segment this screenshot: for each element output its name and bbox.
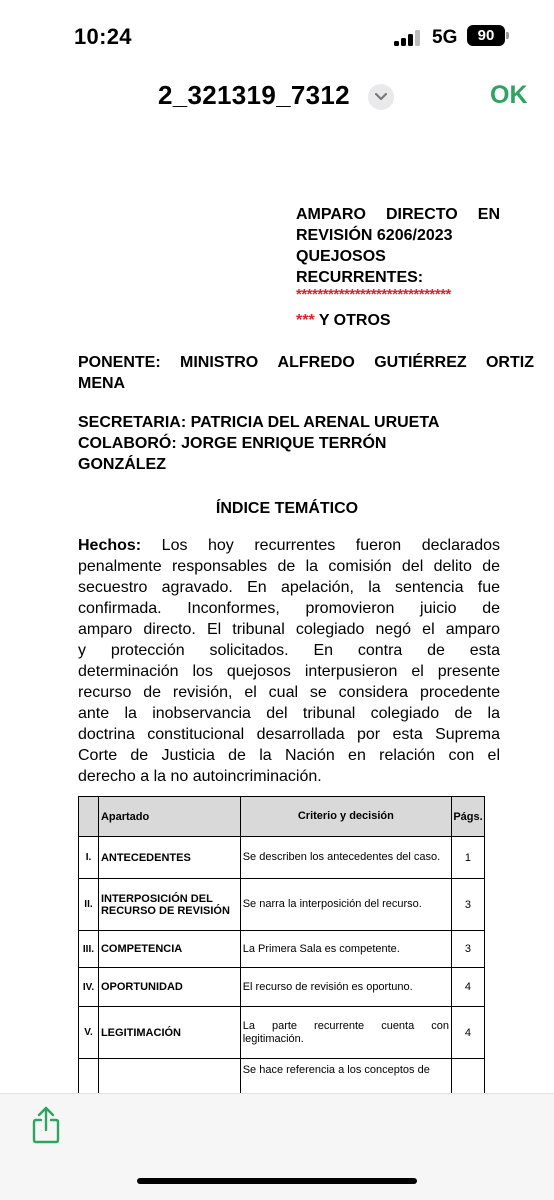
battery-tip <box>506 32 509 39</box>
case-number: REVISIÓN 6206/2023 <box>296 227 453 244</box>
table-row <box>79 931 485 968</box>
hechos-text: Corte de Justicia de la Nación en relación con el <box>78 747 500 764</box>
table-header-row <box>79 797 485 837</box>
hechos-paragraph <box>78 535 500 787</box>
table-row <box>79 837 485 879</box>
title-menu-button[interactable] <box>368 84 394 110</box>
row-apartado: ANTECEDENTES <box>98 837 240 879</box>
ponente-word: MENA <box>78 375 126 392</box>
hechos-text: doctrina constitucional desarrollada por esta Suprema <box>78 726 500 743</box>
secretaria-line: SECRETARIA: PATRICIA DEL ARENAL URUETA <box>78 414 440 431</box>
row-criterio: Se describen los antecedentes del caso. <box>240 837 451 879</box>
row-pags: 4 <box>451 968 484 1007</box>
row-number: I. <box>79 837 99 879</box>
row-number: III. <box>79 931 99 968</box>
row-pags: 4 <box>451 1007 484 1059</box>
row-apartado: OPORTUNIDAD <box>98 968 240 1007</box>
secretaria-block <box>78 412 534 475</box>
row-number: II. <box>79 879 99 931</box>
network-type: 5G <box>432 27 458 48</box>
quejosos-label: QUEJOSOS <box>296 248 386 265</box>
header-word: EN <box>477 206 500 223</box>
hechos-text: Los hoy recurrentes fueron declarados <box>141 537 500 554</box>
hechos-text: determinación los quejosos interpusieron el presente <box>78 663 500 680</box>
redacted-short: *** <box>296 312 315 329</box>
row-apartado: RECURSO DE REVISIÓN <box>100 904 230 917</box>
row-criterio: Se narra la interposición del recurso. <box>240 879 451 931</box>
hechos-text: confirmada. Inconformes, promovieron juicio de <box>78 600 500 617</box>
status-bar <box>0 0 554 70</box>
share-button[interactable] <box>30 1106 62 1144</box>
row-criterio: La Primera Sala es competente. <box>240 931 451 968</box>
ponente-word: MINISTRO <box>180 354 259 371</box>
row-number: V. <box>79 1007 99 1059</box>
colaboro-line: COLABORÓ: JORGE ENRIQUE TERRÓN <box>78 435 387 452</box>
ponente-word: GUTIÉRREZ <box>374 354 467 371</box>
row-apartado: COMPETENCIA <box>98 931 240 968</box>
header-pags: Págs. <box>451 797 484 837</box>
indice-title: ÍNDICE TEMÁTICO <box>215 500 359 517</box>
hechos-text: y protección solicitados. En contra de esta <box>78 642 500 659</box>
hechos-text: recurso de revisión, el cual se considera procedente <box>78 684 500 701</box>
document-title[interactable]: 2_321319_7312 <box>158 80 350 110</box>
share-icon <box>30 1106 62 1144</box>
table-row <box>79 1007 485 1059</box>
header-word: DIRECTO <box>385 206 458 223</box>
others-text: Y OTROS <box>314 312 391 329</box>
hechos-text: amparo directo. El tribunal colegiado negó el amparo <box>78 621 500 638</box>
row-apartado: INTERPOSICIÓN DEL <box>100 892 213 905</box>
hechos-text: secuestro agravado. En apelación, la sentencia fue <box>78 579 500 596</box>
redacted-names: ***************************** <box>296 288 451 302</box>
ponente-block <box>78 352 534 394</box>
case-header <box>296 204 500 331</box>
row-pags: 3 <box>451 879 484 931</box>
row-pags: 1 <box>451 837 484 879</box>
colaboro-line-2: GONZÁLEZ <box>78 456 166 473</box>
battery-icon: 90 <box>467 25 505 46</box>
row-criterio: El recurso de revisión es oportuno. <box>240 968 451 1007</box>
ponente-word: ALFREDO <box>277 354 355 371</box>
table-row <box>79 968 485 1007</box>
hechos-text: penalmente responsables de la comisión del delito de <box>78 558 500 575</box>
table-row <box>79 879 485 931</box>
hechos-text: derecho a la no autoincriminación. <box>78 768 322 785</box>
header-criterio: Criterio y decisión <box>240 797 451 837</box>
recurrentes-label: RECURRENTES: <box>296 269 424 286</box>
row-criterio: La parte recurrente cuenta con legitimación. <box>240 1007 451 1059</box>
index-table <box>78 796 485 1109</box>
status-time: 10:24 <box>74 24 132 49</box>
header-apartado: Apartado <box>98 797 240 837</box>
cellular-signal-icon <box>394 30 424 46</box>
hechos-text: ante la inobservancia del tribunal colegiado de la <box>78 705 500 722</box>
row-number: IV. <box>79 968 99 1007</box>
ponente-word: ORTIZ <box>485 354 534 371</box>
hechos-label: Hechos: <box>78 537 142 554</box>
home-indicator[interactable] <box>137 1178 417 1184</box>
header-word: AMPARO <box>296 206 366 223</box>
ok-button[interactable]: OK <box>490 81 528 109</box>
row-apartado: LEGITIMACIÓN <box>98 1007 240 1059</box>
row-pags: 3 <box>451 931 484 968</box>
row-criterio: Se hace referencia a los conceptos de <box>240 1059 451 1109</box>
chevron-down-icon <box>375 93 387 101</box>
ponente-word: PONENTE: <box>78 354 161 371</box>
